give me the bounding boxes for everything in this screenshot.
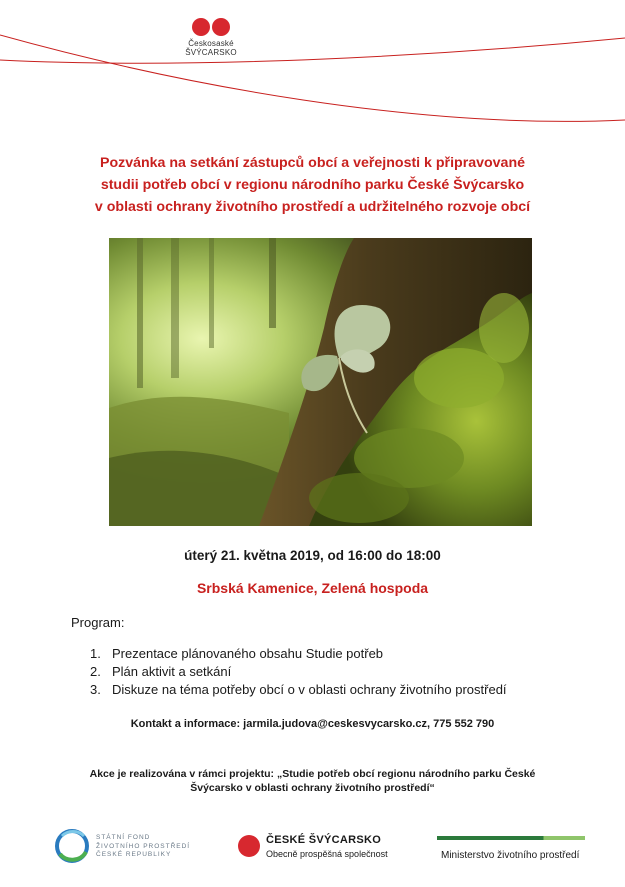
title-line-2: studii potřeb obcí v regionu národního parku České Švýcarsko xyxy=(100,177,525,193)
program-list xyxy=(90,645,507,699)
cs-name: ČESKÉ ŠVÝCARSKO xyxy=(266,834,382,846)
project-note xyxy=(60,767,565,795)
sfzp-line1: STÁTNÍ FOND xyxy=(96,834,151,841)
invitation-title xyxy=(40,152,585,218)
logo-text-line2: ŠVÝCARSKO xyxy=(185,48,237,57)
logo-text-line1: Českosaské xyxy=(188,39,234,48)
program-label: Program: xyxy=(71,615,125,630)
sfzp-line3: ČESKÉ REPUBLIKY xyxy=(96,851,172,858)
program-item-number: 1. xyxy=(90,646,101,661)
event-venue: Srbská Kamenice, Zelená hospoda xyxy=(196,580,429,596)
program-item-text: Prezentace plánovaného obsahu Studie potřeb xyxy=(112,646,384,661)
title-line-1: Pozvánka na setkání zástupců obcí a veřejnosti k připravované xyxy=(100,155,525,171)
mzp-logo xyxy=(437,836,587,872)
mzp-name: Ministerstvo životního prostředí xyxy=(441,850,580,861)
logo-circle-right xyxy=(212,18,230,36)
sfzp-logo xyxy=(52,826,202,866)
program-item xyxy=(90,681,507,699)
title-line-3: v oblasti ochrany životního prostředí a udržitelného rozvoje obcí xyxy=(94,199,531,215)
cs-subtitle: Obecně prospěšná společnost xyxy=(266,849,388,859)
cs-circle-icon xyxy=(238,835,260,857)
ceske-svycarsko-ops-logo xyxy=(236,831,396,863)
sfzp-line2: ŽIVOTNÍHO PROSTŘEDÍ xyxy=(96,842,191,850)
project-note-line-1: Akce je realizována v rámci projektu: „Studie potřeb obcí regionu národního parku České xyxy=(89,768,536,780)
program-item-number: 2. xyxy=(90,664,101,679)
program-item-number: 3. xyxy=(90,682,101,697)
program-item-text: Plán aktivit a setkání xyxy=(112,664,232,679)
seedling-photo xyxy=(109,238,532,526)
event-date: úterý 21. května 2019, od 16:00 do 18:00 xyxy=(184,548,441,563)
contact-info: Kontakt a informace: jarmila.judova@ceskesvycarsko.cz, 775 552 790 xyxy=(130,718,495,730)
logo-circle-left xyxy=(192,18,210,36)
mzp-bar xyxy=(437,836,585,840)
project-note-line-2: Švýcarsko v oblasti ochrany životního prostředí“ xyxy=(190,782,435,794)
program-item xyxy=(90,645,507,663)
sfzp-emblem-icon xyxy=(52,826,92,866)
program-item-text: Diskuze na téma potřeby obcí o v oblasti ochrany životního prostředí xyxy=(112,682,507,697)
ceskosaske-svycarsko-logo xyxy=(181,18,241,57)
program-item xyxy=(90,663,507,681)
decorative-red-arcs xyxy=(0,0,625,150)
